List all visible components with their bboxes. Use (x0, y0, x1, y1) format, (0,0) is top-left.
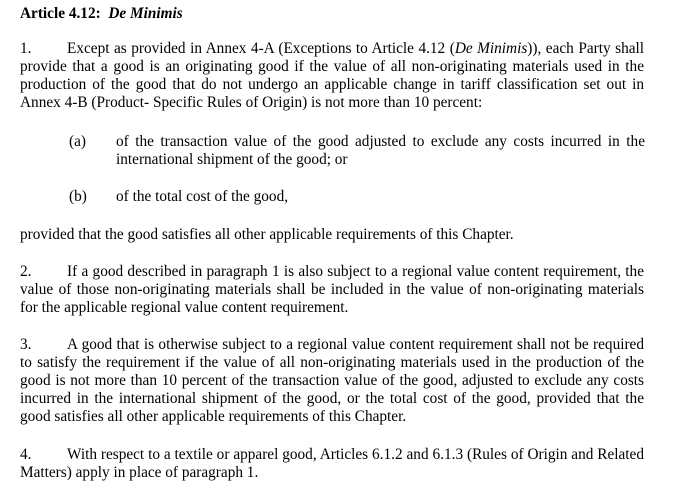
subitem-label: (a) (69, 133, 86, 150)
paragraph-1 (20, 40, 644, 112)
proviso-text: provided that the good satisfies all other applicable requirements of this Chapter. (20, 226, 514, 243)
paragraph-text: A good that is otherwise subject to a regional value content requirement shall not be required to satisfy the requirement if the value of all non-originating materials used in the production of the good is not more than 10 percent of the transaction value of the good, adjusted to exclude any costs incurred in the international shipment of the good, or the total cost of the good, provided that the good satisfies all other applicable requirements of this Chapter. (20, 336, 644, 425)
paragraph-3 (20, 336, 644, 426)
paragraph-text-start: Except as provided in Annex 4-A (Exceptions to Article 4.12 ( (67, 40, 455, 57)
paragraph-number: 3. (20, 336, 32, 353)
paragraph-number: 2. (20, 263, 32, 280)
paragraph-text-end: )), each Party shall provide that a good is an originating good if the value of all non-originating materials used in the production of the good that do not undergo an applicable change in tariff classification set out in Annex 4-B (Product- Specific Rules of Origin) is not more than 10 percent: (20, 40, 645, 111)
article-title: De Minimis (108, 5, 183, 22)
subitem-label: (b) (69, 188, 87, 205)
article-heading (20, 5, 183, 23)
paragraph-number: 4. (20, 446, 32, 463)
subitem-text: of the transaction value of the good adjusted to exclude any costs incurred in the international shipment of the good; or (116, 133, 645, 168)
paragraph-italic-term: De Minimis (454, 40, 528, 57)
paragraph-number: 1. (20, 40, 32, 57)
paragraph-4 (20, 446, 644, 482)
paragraph-2 (20, 263, 644, 317)
paragraph-text: If a good described in paragraph 1 is also subject to a regional value content requirement, the value of those non-originating materials shall be included in the value of non-originating materials for the applicable regional value content requirement. (20, 263, 644, 316)
article-number: Article 4.12: (20, 5, 101, 22)
paragraph-text: With respect to a textile or apparel good, Articles 6.1.2 and 6.1.3 (Rules of Origin and Related Matters) apply in place of paragraph 1. (20, 446, 644, 481)
subitem-text: of the total cost of the good, (116, 188, 289, 205)
